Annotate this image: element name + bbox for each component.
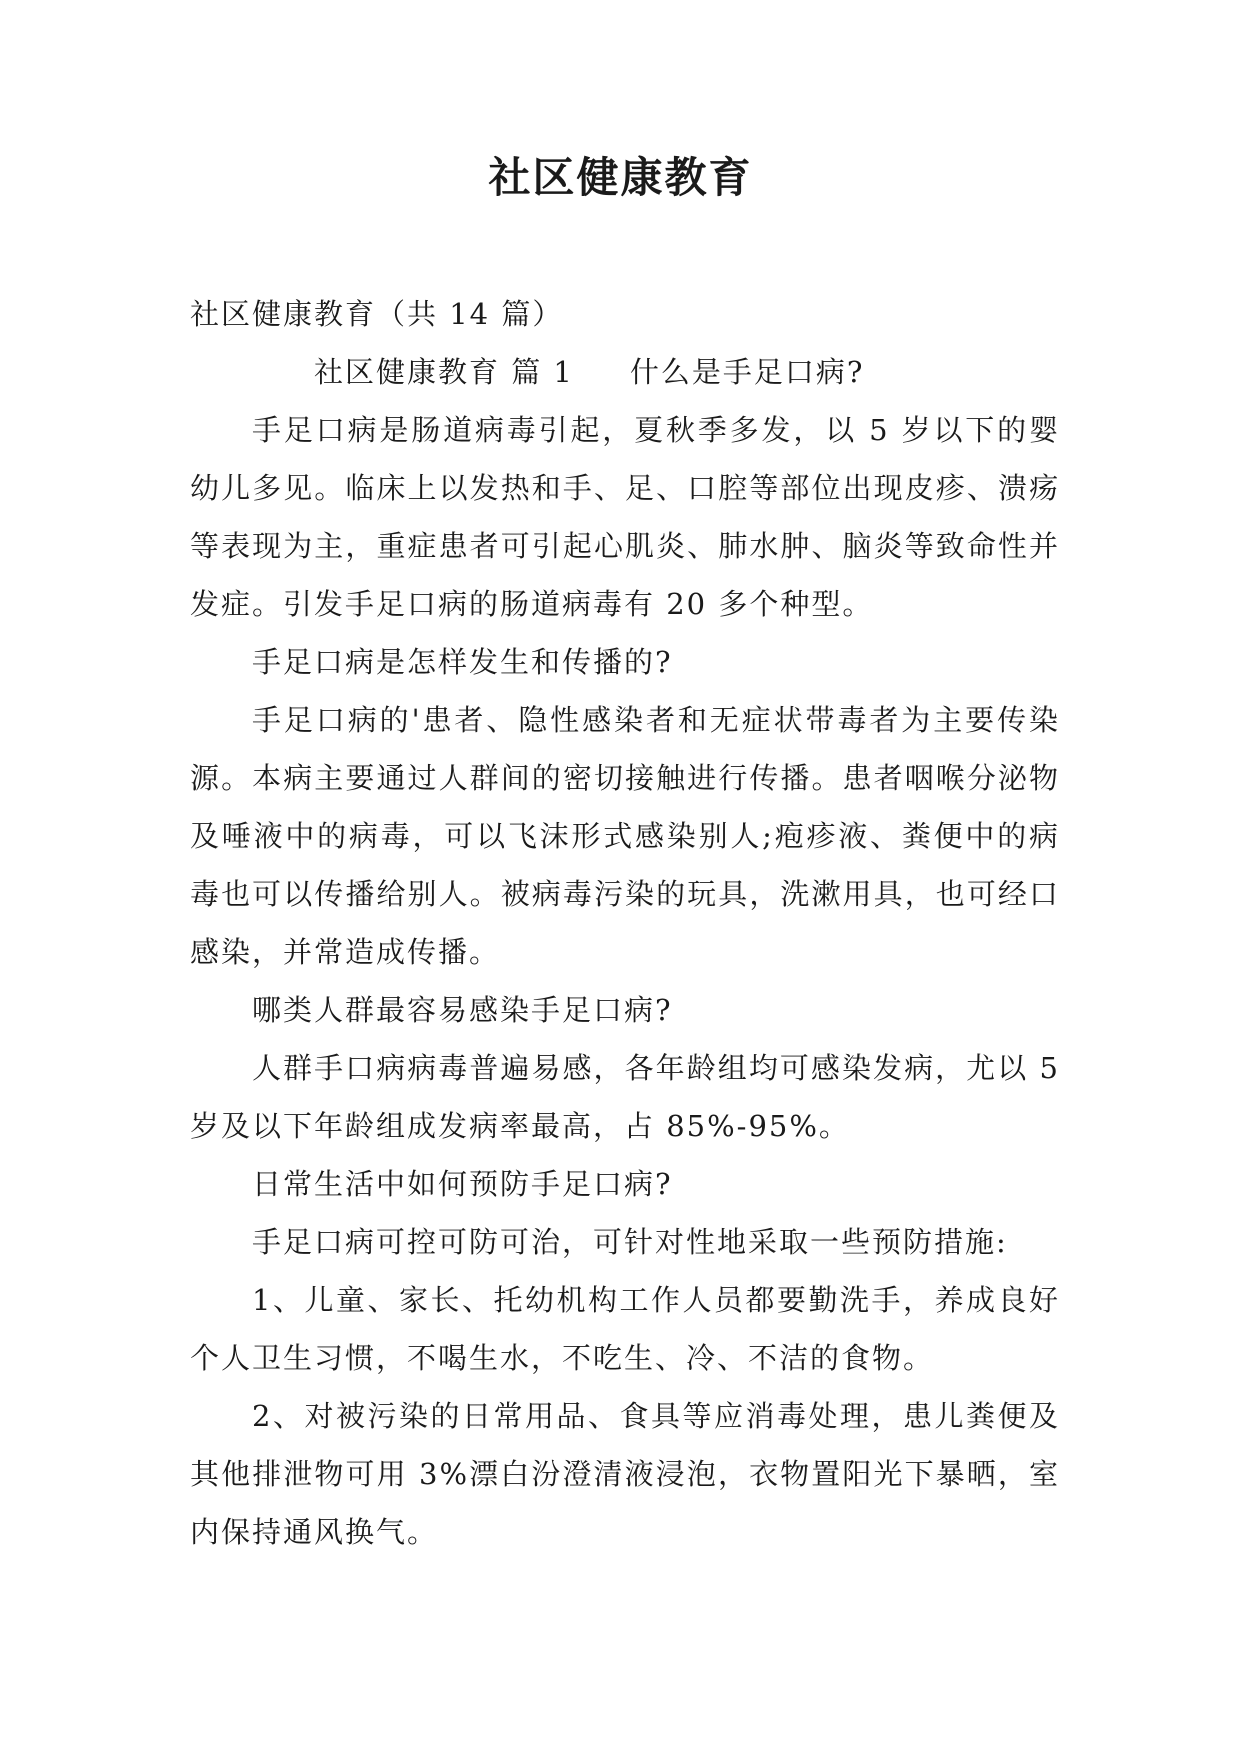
chapter-heading-line <box>190 343 1060 401</box>
question-heading: 哪类人群最容易感染手足口病? <box>252 993 673 1027</box>
question-heading: 手足口病是怎样发生和传播的? <box>252 645 673 679</box>
question-heading: 什么是手足口病? <box>629 355 865 389</box>
paragraph: 手足口病的'患者、隐性感染者和无症状带毒者为主要传染源。本病主要通过人群间的密切接触进行传播。患者咽喉分泌物及唾液中的病毒，可以飞沫形式感染别人;疱疹液、粪便中的病毒也可以传播给别人。被病毒污染的玩具，洗漱用具，也可经口感染，并常造成传播。 <box>190 703 1060 969</box>
question-heading: 日常生活中如何预防手足口病? <box>252 1167 673 1201</box>
list-item: 2、对被污染的日常用品、食具等应消毒处理，患儿粪便及其他排泄物可用 3%漂白汾澄清液浸泡，衣物置阳光下暴晒，室内保持通风换气。 <box>190 1399 1060 1549</box>
document-title: 社区健康教育 <box>488 153 753 202</box>
document-subtitle: 社区健康教育（共 14 篇） <box>190 297 564 331</box>
list-item: 1、儿童、家长、托幼机构工作人员都要勤洗手，养成良好个人卫生习惯，不喝生水，不吃生、冷、不洁的食物。 <box>190 1283 1060 1375</box>
paragraph: 手足口病可控可防可治，可针对性地采取一些预防措施: <box>252 1225 1008 1259</box>
document-body <box>190 285 1060 1561</box>
paragraph: 手足口病是肠道病毒引起，夏秋季多发，以 5 岁以下的婴幼儿多见。临床上以发热和手、足、口腔等部位出现皮疹、溃疡等表现为主，重症患者可引起心肌炎、肺水肿、脑炎等致命性并发症。引发手足口病的肠道病毒有 20 多个种型。 <box>190 413 1060 621</box>
paragraph: 人群手口病病毒普遍易感，各年龄组均可感染发病，尤以 5 岁及以下年龄组成发病率最高，占 85%-95%。 <box>190 1051 1060 1143</box>
chapter-label: 社区健康教育 篇 1 <box>314 355 574 389</box>
